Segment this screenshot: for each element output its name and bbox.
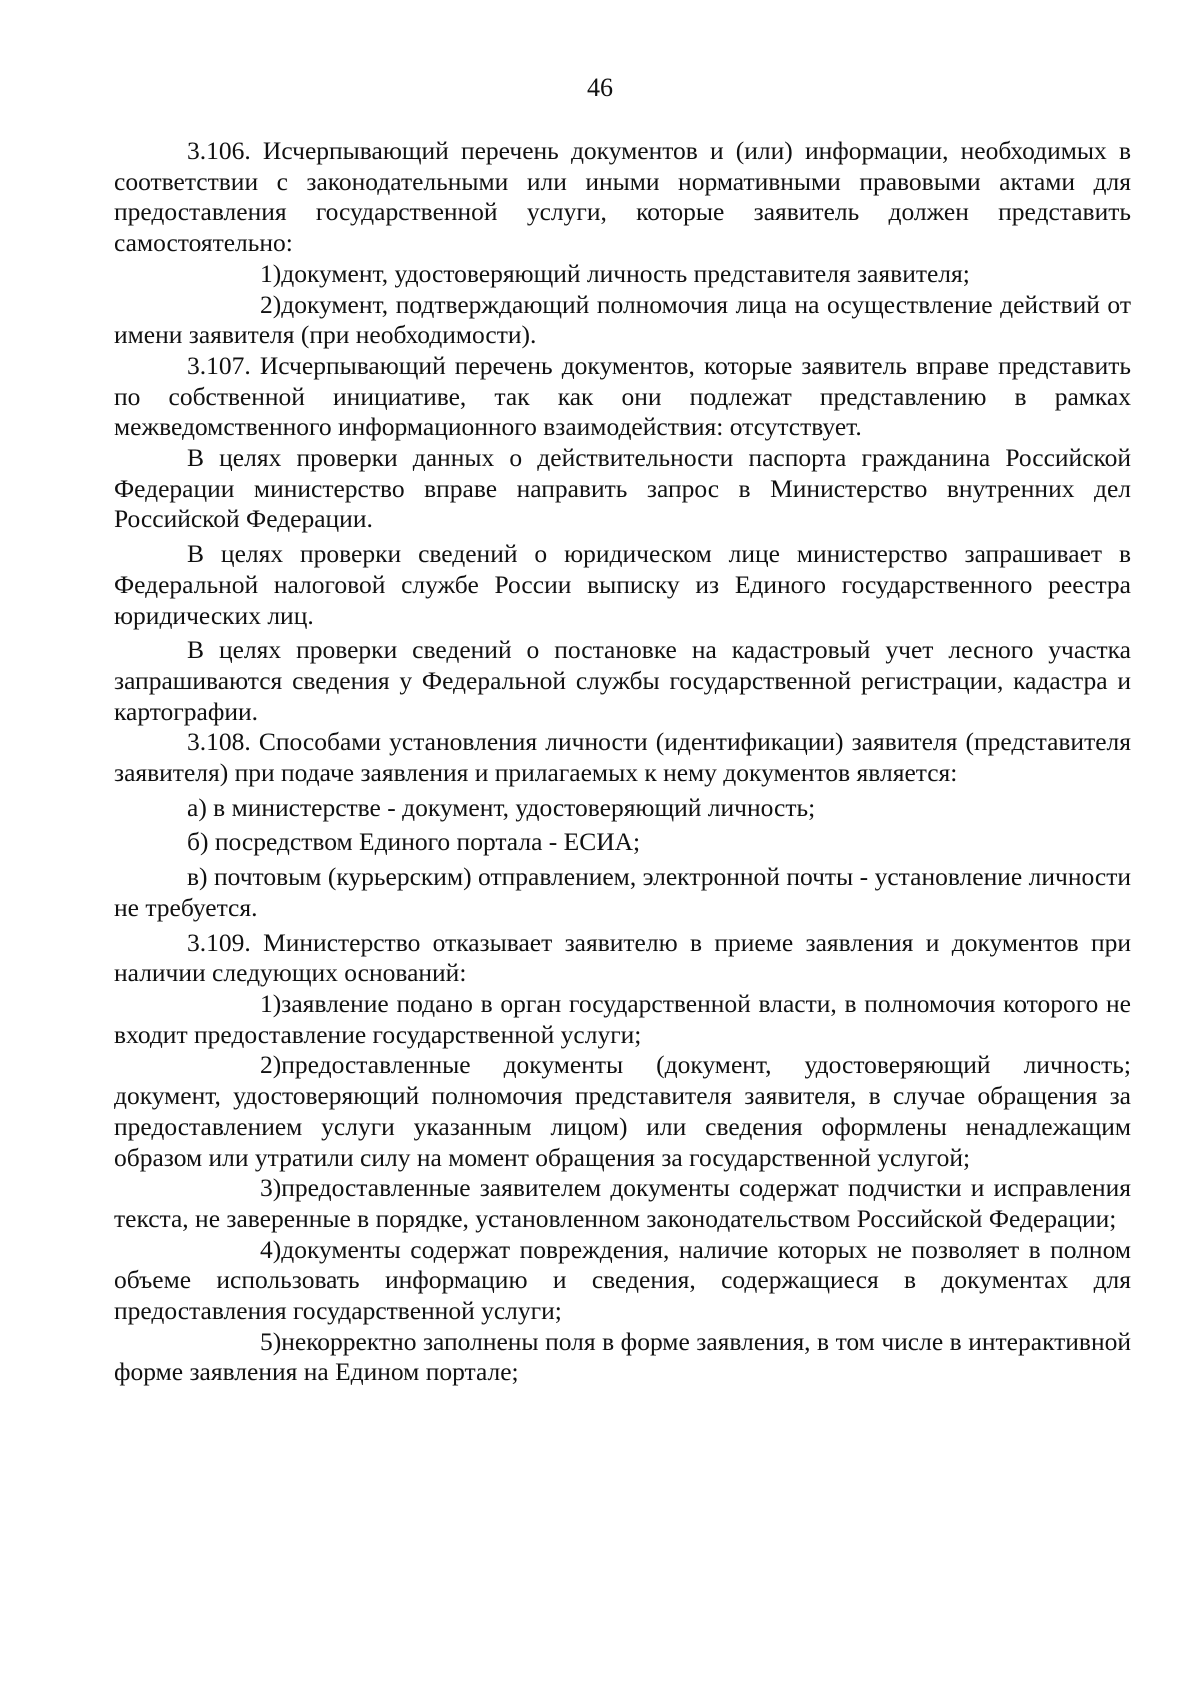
paragraph-passport-check: В целях проверки данных о действительности паспорта гражданина Российской Федерации министерство вправе направить запрос в Министерство внутренних дел Российской Федерации.: [114, 443, 1131, 534]
list-item-4: 4)документы содержат повреждения, наличие которых не позволяет в полном объеме использовать информацию и сведения, содержащиеся в документах для предоставления государственной услуги;: [114, 1234, 1131, 1326]
document-body: [114, 136, 1131, 1388]
list-item-1: 1)заявление подано в орган государственной власти, в полномочия которого не входит предоставление государственной услуги;: [114, 988, 1131, 1049]
list-item-v: в) почтовым (курьерским) отправлением, электронной почты - установление личности не требуется.: [114, 862, 1131, 922]
list-item-a: а) в министерстве - документ, удостоверяющий личность;: [187, 792, 816, 822]
page-number: 46: [587, 73, 613, 102]
paragraph-cadastral-check: В целях проверки сведений о постановке на кадастровый учет лесного участка запрашиваются сведения у Федеральной службы государственной регистрации, кадастра и картографии.: [114, 635, 1131, 726]
list-item-2: 2)документ, подтверждающий полномочия лица на осуществление действий от имени заявителя (при необходимости).: [114, 289, 1131, 350]
paragraph-3-108: 3.108. Способами установления личности (идентификации) заявителя (представителя заявителя) при подаче заявления и прилагаемых к нему документов является:: [114, 727, 1131, 788]
list-item-3: 3)предоставленные заявителем документы содержат подчистки и исправления текста, не заверенные в порядке, установленном законодательством Российской Федерации;: [114, 1173, 1131, 1233]
list-item-5: 5)некорректно заполнены поля в форме заявления, в том числе в интерактивной форме заявления на Едином портале;: [114, 1326, 1131, 1387]
list-item-2: 2)предоставленные документы (документ, удостоверяющий личность; документ, удостоверяющий полномочия представителя заявителя, в случае обращения за предоставлением услуги указанным лицом) или сведения оформлены ненадлежащим образом или утратили силу на момент обращения за государственной услугой;: [114, 1050, 1131, 1172]
paragraph-3-109: 3.109. Министерство отказывает заявителю в приеме заявления и документов при наличии следующих оснований:: [114, 927, 1131, 988]
paragraph-legal-entity-check: В целях проверки сведений о юридическом лице министерство запрашивает в Федеральной налоговой службе России выписку из Единого государственного реестра юридических лиц.: [114, 539, 1131, 630]
paragraph-3-107: 3.107. Исчерпывающий перечень документов, которые заявитель вправе представить по собственной инициативе, так как они подлежат представлению в рамках межведомственного информационного взаимодействия: отсутствует.: [114, 350, 1131, 442]
list-item-1: 1)документ, удостоверяющий личность представителя заявителя;: [260, 258, 970, 288]
paragraph-3-106: 3.106. Исчерпывающий перечень документов и (или) информации, необходимых в соответствии с законодательными или иными нормативными правовыми актами для предоставления государственной услуги, которые заявитель должен представить самостоятельно:: [114, 136, 1131, 258]
list-item-b: б) посредством Единого портала - ЕСИА;: [187, 827, 641, 857]
